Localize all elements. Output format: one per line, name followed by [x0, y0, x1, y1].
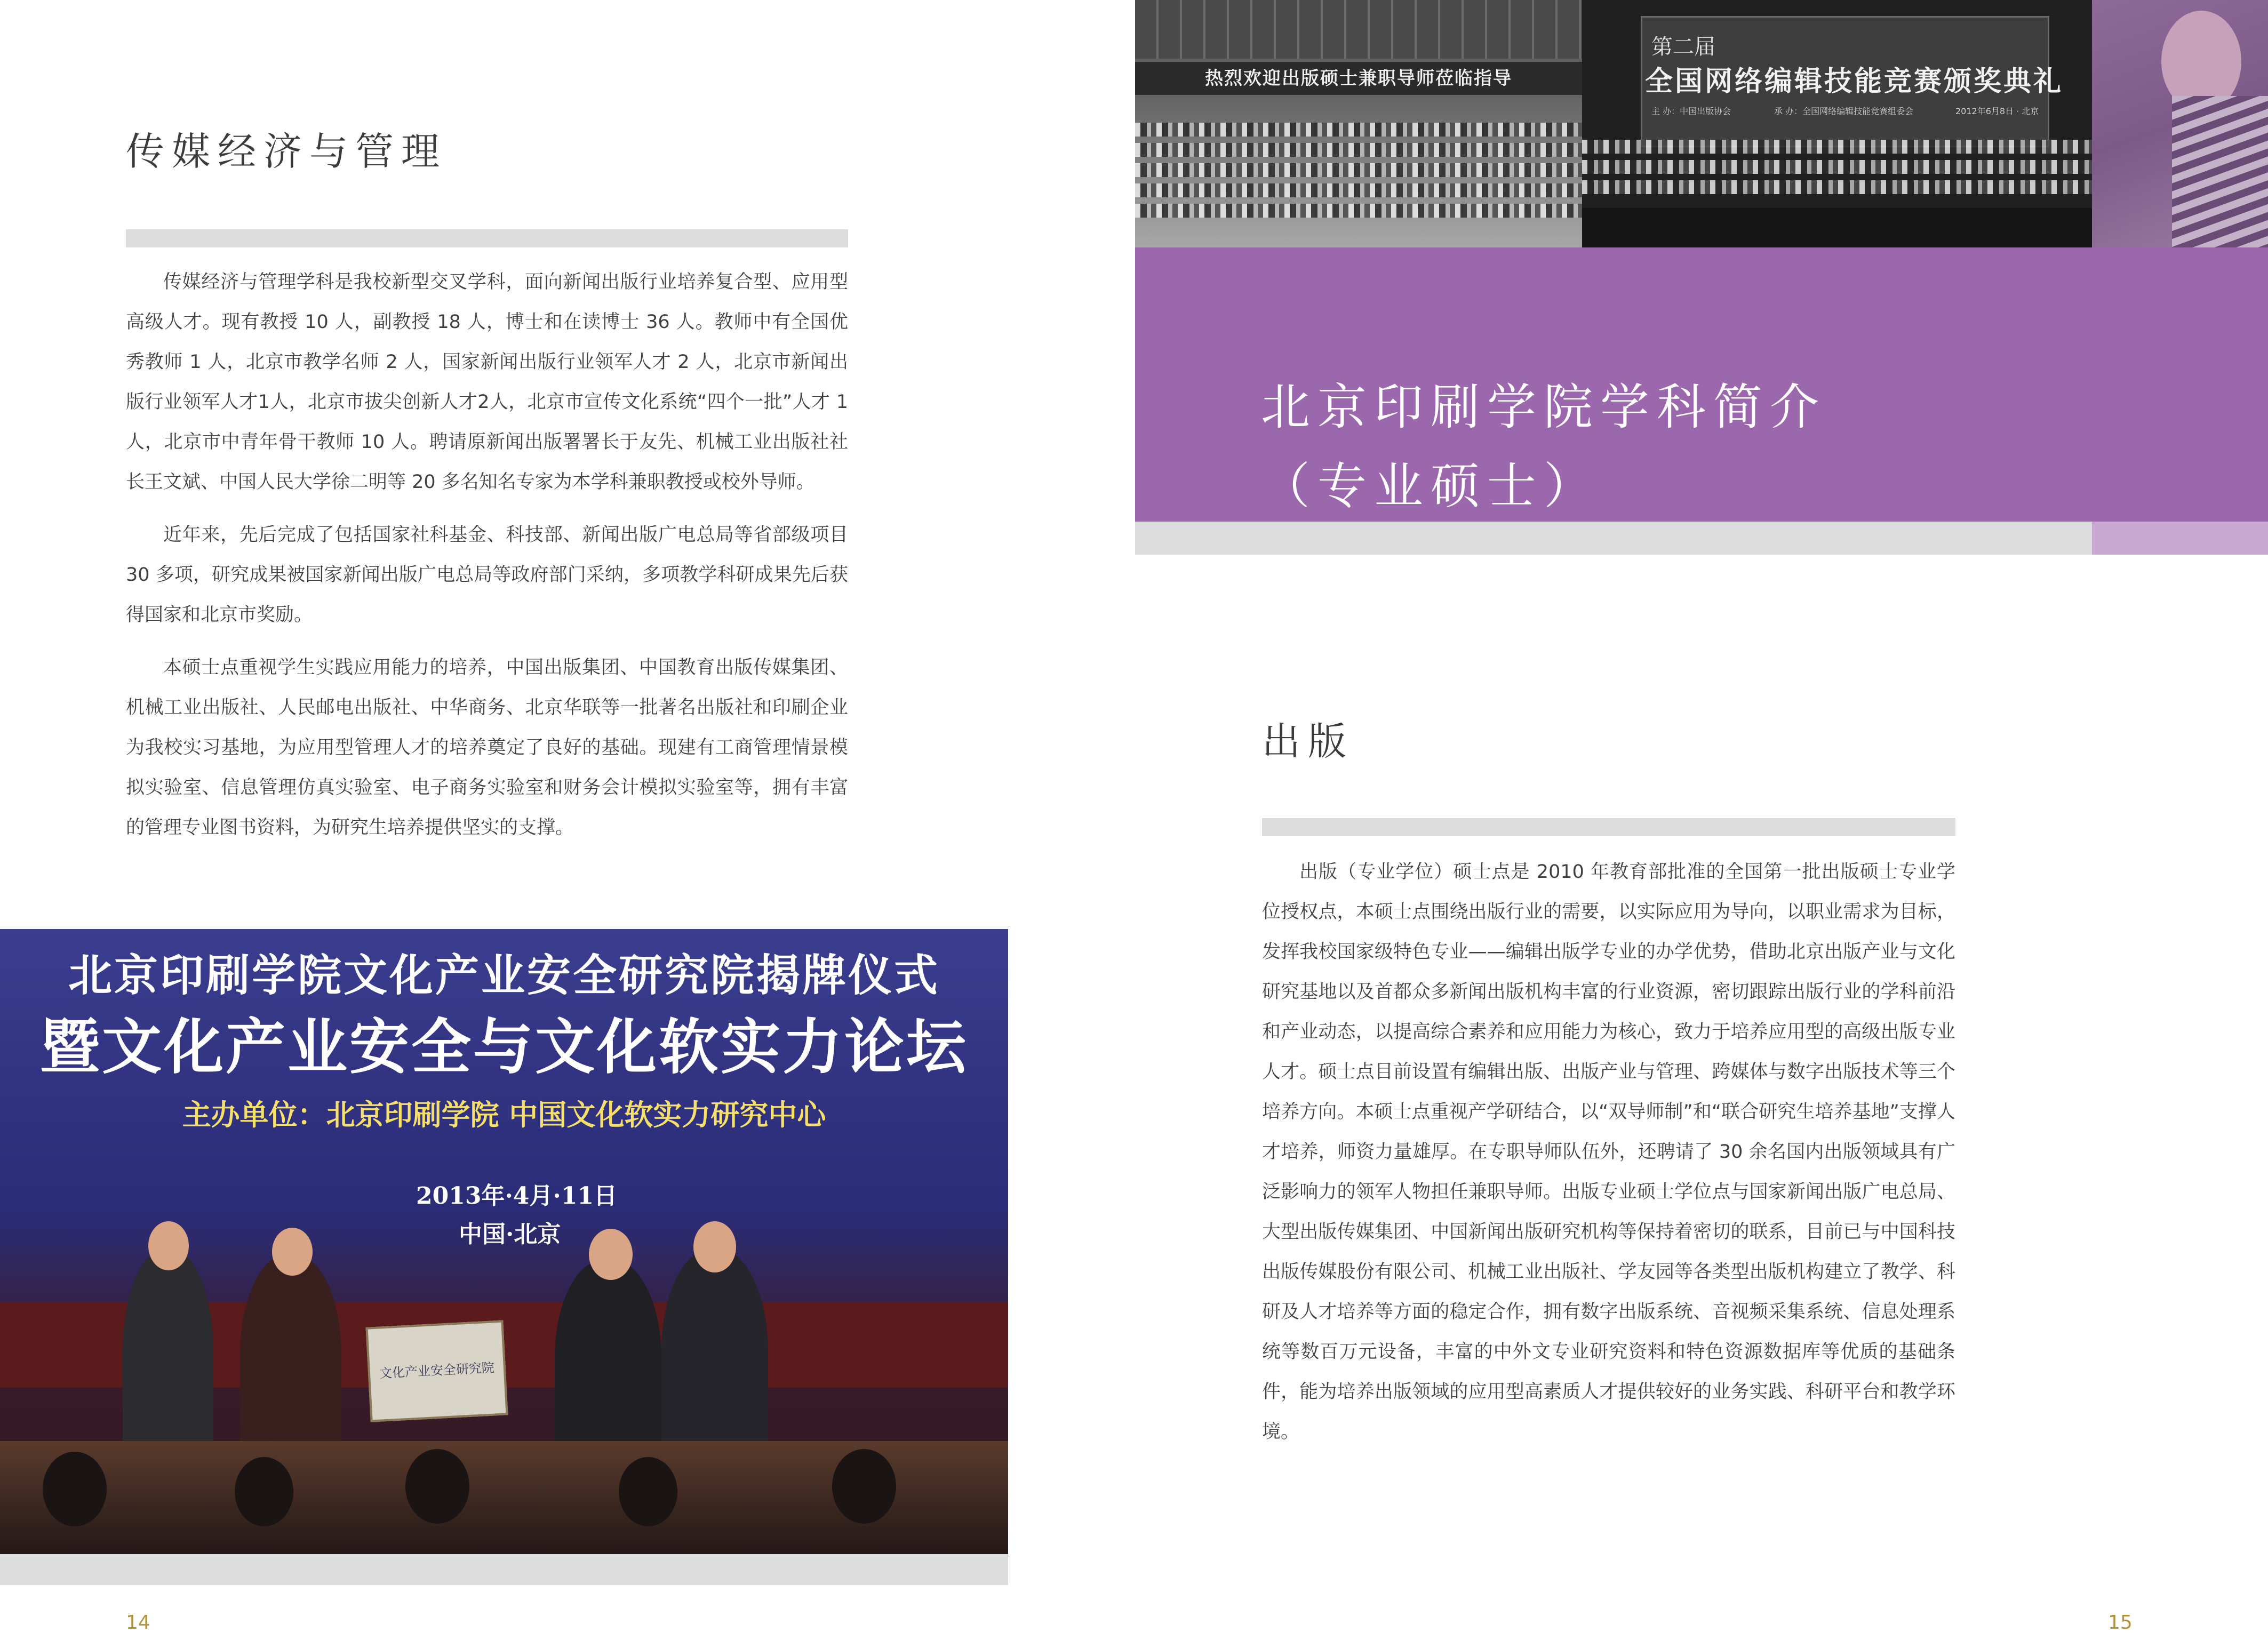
cover-purple-band [2092, 522, 2268, 555]
photo-banner-line2: 暨文化产业安全与文化软实力论坛 [40, 1012, 968, 1082]
plaque-text: 文化产业安全研究院 [379, 1360, 495, 1381]
photo-banner-sponsor: 主办单位：北京印刷学院 中国文化软实力研究中心 [182, 1098, 826, 1132]
left-page-number: 14 [126, 1612, 150, 1634]
cover-title-line2: （专业硕士） [1261, 458, 1601, 515]
ceremony-photo [0, 929, 1008, 1554]
photo-banner-date: 2013年·4月·11日 [416, 1182, 617, 1210]
award-title: 全国网络编辑技能竞赛颁奖典礼 [1645, 65, 2064, 98]
speaker-head-2 [272, 1228, 313, 1276]
left-paragraph-2: 近年来，先后完成了包括国家社科基金、科技部、新闻出版广电总局等省部级项目 30 多项，研究成果被国家新闻出版广电总局等政府部门采纳，多项教学科研成果先后获得国家和北京市奖励。 [126, 524, 848, 626]
plaque [366, 1320, 508, 1422]
speaker-head-1 [148, 1221, 189, 1270]
crowd-row-4 [1135, 183, 1582, 197]
award-small-left: 主 办：中国出版协会 [1651, 106, 1731, 116]
speaker-head-3 [589, 1229, 633, 1280]
right-page-number: 15 [2108, 1612, 2133, 1634]
award-crowd-row-1 [1582, 140, 2092, 154]
cover-gray-band [1135, 522, 2092, 555]
left-paragraph-3: 本硕士点重视学生实践应用能力的培养，中国出版集团、中国教育出版传媒集团、机械工业出版社、人民邮电出版社、中华商务、北京华联等一批著名出版社和印刷企业为我校实习基地，为应用型管理人才的培养奠定了良好的基础。现建有工商管理情景模拟实验室、信息管理仿真实验室、电子商务实验室和财务会计模拟实验室等，拥有丰富的管理专业图书资料，为研究生培养提供坚实的支撑。 [126, 657, 848, 838]
left-section-title: 传媒经济与管理 [126, 129, 448, 174]
group-photo-building [1135, 0, 1582, 59]
audience-head-4 [619, 1457, 677, 1526]
right-title-rule [1262, 818, 1955, 836]
crowd-row-1 [1135, 123, 1582, 137]
crowd-row-5 [1135, 204, 1582, 218]
portrait-photo [2092, 0, 2268, 247]
right-paragraph-1: 出版（专业学位）硕士点是 2010 年教育部批准的全国第一批出版硕士专业学位授权点，本硕士点围绕出版行业的需要，以实际应用为导向，以职业需求为目标，发挥我校国家级特色专业——编辑出版学专业的办学优势，借助北京出版产业与文化研究基地以及首都众多新闻出版机构丰富的行业资源，密切跟踪出版行业的学科前沿和产业动态，以提高综合素养和应用能力为核心，致力于培养应用型的高级出版专业人才。硕士点目前设置有编辑出版、出版产业与管理、跨媒体与数字出版技术等三个培养方向。本硕士点重视产学研结合，以“双导师制”和“联合研究生培养基地”支撑人才培养，师资力量雄厚。在专职导师队伍外，还聘请了 30 余名国内出版领域具有广泛影响力的领军人物担任兼职导师。出版专业硕士学位点与国家新闻出版广电总局、大型出版传媒集团、中国新闻出版研究机构等保持着密切的联系，目前已与中国科技出版传媒股份有限公司、机械工业出版社、学友园等各类型出版机构建立了教学、科研及人才培养等方面的稳定合作，拥有数字出版系统、音视频采集系统、信息处理系统等数百万元设备，丰富的中外文专业研究资料和特色资源数据库等优质的基础条件，能为培养出版领域的应用型高素质人才提供较好的业务实践、科研平台和教学环境。 [1262, 861, 1955, 1443]
award-edition: 第二届 [1651, 35, 1715, 59]
photo-banner-line1: 北京印刷学院文化产业安全研究院揭牌仪式 [68, 950, 940, 1001]
speaker-figure-2 [240, 1254, 341, 1473]
award-small-right: 2012年6月8日 · 北京 [1955, 106, 2039, 116]
speaker-figure-1 [123, 1249, 213, 1473]
award-crowd-row-2 [1582, 160, 2092, 174]
left-paragraph-1: 传媒经济与管理学科是我校新型交叉学科，面向新闻出版行业培养复合型、应用型高级人才。现有教授 10 人，副教授 18 人，博士和在读博士 36 人。教师中有全国优秀教师 1 人，北京市教学名师 2 人，国家新闻出版行业领军人才 2 人，北京市新闻出版行业领军人才1人，北京市拔尖创新人才2人，北京市宣传文化系统“四个一批”人才 1 人，北京市中青年骨干教师 10 人。聘请原新闻出版署署长于友先、机械工业出版社社长王文斌、中国人民大学徐二明等 20 多名知名专家为本学科兼职教授或校外导师。 [126, 271, 848, 493]
group-photo [1135, 0, 1582, 247]
audience-head-1 [43, 1452, 107, 1526]
award-stage-edge [1582, 208, 2092, 247]
right-section-title: 出版 [1262, 719, 1354, 764]
portrait-shirt [2172, 96, 2268, 247]
left-body-text [126, 262, 848, 861]
right-body-text [1262, 852, 1955, 1465]
left-title-rule [126, 229, 848, 247]
crowd-row-3 [1135, 163, 1582, 177]
crowd-row-2 [1135, 143, 1582, 157]
audience-head-5 [832, 1449, 896, 1524]
photo-shadow-bar [0, 1554, 1008, 1585]
speaker-figure-4 [661, 1249, 768, 1473]
award-photo [1582, 0, 2092, 247]
award-small-mid: 承 办：全国网络编辑技能竞赛组委会 [1774, 106, 1914, 116]
audience-head-3 [405, 1449, 469, 1524]
cover-title-line1: 北京印刷学院学科简介 [1261, 379, 1827, 436]
award-crowd-row-3 [1582, 180, 2092, 194]
group-photo-banner: 热烈欢迎出版硕士兼职导师莅临指导 [1135, 62, 1582, 95]
photo-banner-place: 中国·北京 [459, 1221, 561, 1248]
speaker-head-4 [693, 1221, 736, 1272]
audience-head-2 [235, 1457, 293, 1526]
